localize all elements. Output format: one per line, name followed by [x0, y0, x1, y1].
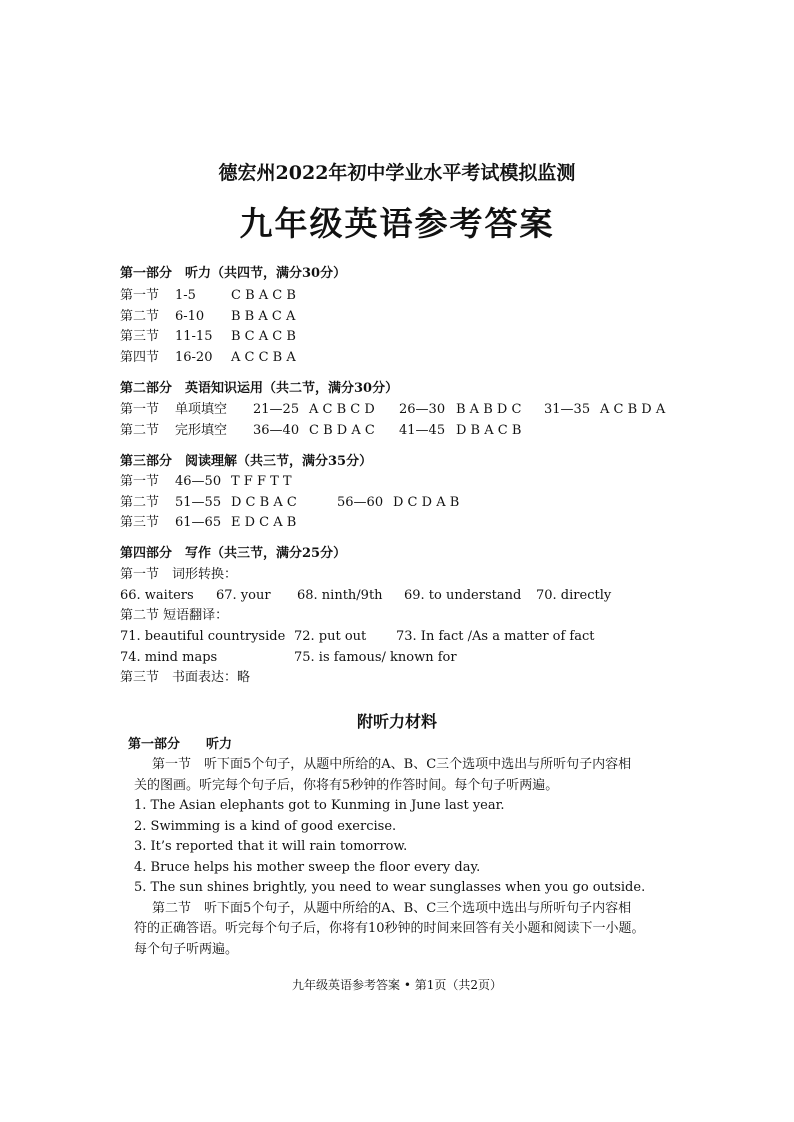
- question-range: 46—50: [175, 474, 222, 489]
- question-range: 56—60: [337, 495, 384, 510]
- answers: A C B D A: [600, 402, 666, 417]
- section-label: 第一节: [120, 474, 160, 489]
- section-label: 第三节 书面表达：略: [120, 670, 251, 685]
- listening-body: [134, 755, 674, 960]
- question-range: 21—25: [253, 402, 300, 417]
- word-form-answers: [120, 588, 620, 604]
- part1-row: [120, 309, 520, 325]
- page-footer: 九年级英语参考答案 • 第1页（共2页）: [292, 978, 502, 992]
- section-label: 第二节 短语翻译：: [120, 608, 229, 623]
- translation-answers: [120, 650, 620, 666]
- instruction-line: 每个句子听两遍。: [134, 941, 239, 957]
- instruction-text: 第一节 听下面5个句子，从题中所给的A、B、C三个选项中选出与所听句子内容相: [152, 757, 632, 772]
- section-label: 第四节: [120, 350, 160, 365]
- sentence: 4. Bruce helps his mother sweep the floor every day.: [134, 859, 481, 875]
- answers: E D C A B: [231, 515, 297, 530]
- sentence: 1. The Asian elephants got to Kunming in June last year.: [134, 798, 505, 813]
- instruction-line: [134, 755, 674, 776]
- answers: D C D A B: [393, 495, 460, 510]
- answer-item: 70. directly: [536, 588, 612, 603]
- answers: C B A C B: [231, 288, 296, 303]
- answer-item: 74. mind maps: [120, 650, 218, 665]
- listening-part-heading: 第一部分 听力: [128, 737, 233, 752]
- listening-material-title: 附听力材料: [356, 712, 437, 731]
- answer-item: 67. your: [216, 588, 271, 603]
- question-range: 36—40: [253, 423, 300, 438]
- answers: B C A C B: [231, 329, 296, 344]
- instruction-line: [134, 899, 674, 920]
- instruction-line: 关的图画。听完每个句子后，你将有5秒钟的作答时间。每个句子听两遍。: [134, 777, 559, 793]
- instruction-text: 第二节 听下面5个句子，从题中所给的A、B、C三个选项中选出与所听句子内容相: [152, 900, 632, 916]
- answer-item: 75. is famous/ known for: [294, 650, 457, 665]
- answer-key-title: 九年级英语参考答案: [239, 204, 555, 243]
- sentence: 2. Swimming is a kind of good exercise.: [134, 818, 397, 834]
- part1-row: [120, 288, 520, 304]
- question-range: 6-10: [175, 309, 205, 324]
- sentence: 5. The sun shines brightly, you need to wear sunglasses when you go outside.: [134, 880, 646, 895]
- question-range: 41—45: [399, 423, 446, 438]
- question-type: 完形填空: [175, 423, 228, 438]
- answer-item: 73. In fact /As a matter of fact: [396, 629, 595, 644]
- part2-row: [120, 402, 680, 418]
- section-label: 第二节: [120, 309, 160, 324]
- part3-heading: 第三部分 阅读理解（共三节，满分35分）: [120, 454, 373, 469]
- section-label: 第一节: [120, 402, 160, 417]
- section-label: 第二节: [120, 423, 160, 438]
- answers: A C B C D: [309, 402, 375, 417]
- translation-answers: [120, 629, 620, 645]
- answer-item: 69. to understand: [404, 588, 522, 603]
- answer-item: 68. ninth/9th: [297, 588, 383, 603]
- question-range: 16-20: [175, 350, 213, 365]
- part2-row: [120, 423, 680, 439]
- part1-row: [120, 350, 520, 366]
- section-label: 第一节 词形转换：: [120, 567, 238, 582]
- exam-title: 德宏州2022年初中学业水平考试模拟监测: [218, 162, 576, 184]
- question-range: 11-15: [175, 329, 213, 344]
- section-label: 第三节: [120, 515, 160, 530]
- answer-item: 71. beautiful countryside: [120, 629, 286, 644]
- question-range: 26—30: [399, 402, 446, 417]
- answers: D B A C B: [456, 423, 522, 438]
- question-range: 1-5: [175, 288, 196, 303]
- question-range: 61—65: [175, 515, 222, 530]
- answers: B A B D C: [456, 402, 522, 417]
- answers: D C B A C: [231, 495, 297, 510]
- part3-row: [120, 515, 520, 531]
- answers: A C C B A: [231, 350, 296, 365]
- question-type: 单项填空: [175, 402, 228, 417]
- part1-row: [120, 329, 520, 345]
- answers: C B D A C: [309, 423, 375, 438]
- answers: T F F T T: [231, 474, 292, 489]
- answer-item: 72. put out: [294, 629, 367, 644]
- part3-row: [120, 474, 520, 490]
- instruction-line: 符的正确答语。听完每个句子后，你将有10秒钟的时间来回答有关小题和阅读下一小题。: [134, 921, 645, 936]
- question-range: 51—55: [175, 495, 222, 510]
- answers: B B A C A: [231, 309, 296, 324]
- answer-item: 66. waiters: [120, 588, 194, 603]
- part4-heading: 第四部分 写作（共三节，满分25分）: [120, 546, 347, 561]
- question-range: 31—35: [544, 402, 591, 417]
- section-label: 第二节: [120, 495, 160, 510]
- part3-row: [120, 495, 520, 511]
- section-label: 第一节: [120, 288, 160, 303]
- part1-heading: 第一部分 听力（共四节，满分30分）: [120, 266, 347, 281]
- section-label: 第三节: [120, 329, 160, 344]
- sentence: 3. It’s reported that it will rain tomorrow.: [134, 839, 408, 854]
- part2-heading: 第二部分 英语知识运用（共二节，满分30分）: [120, 381, 399, 396]
